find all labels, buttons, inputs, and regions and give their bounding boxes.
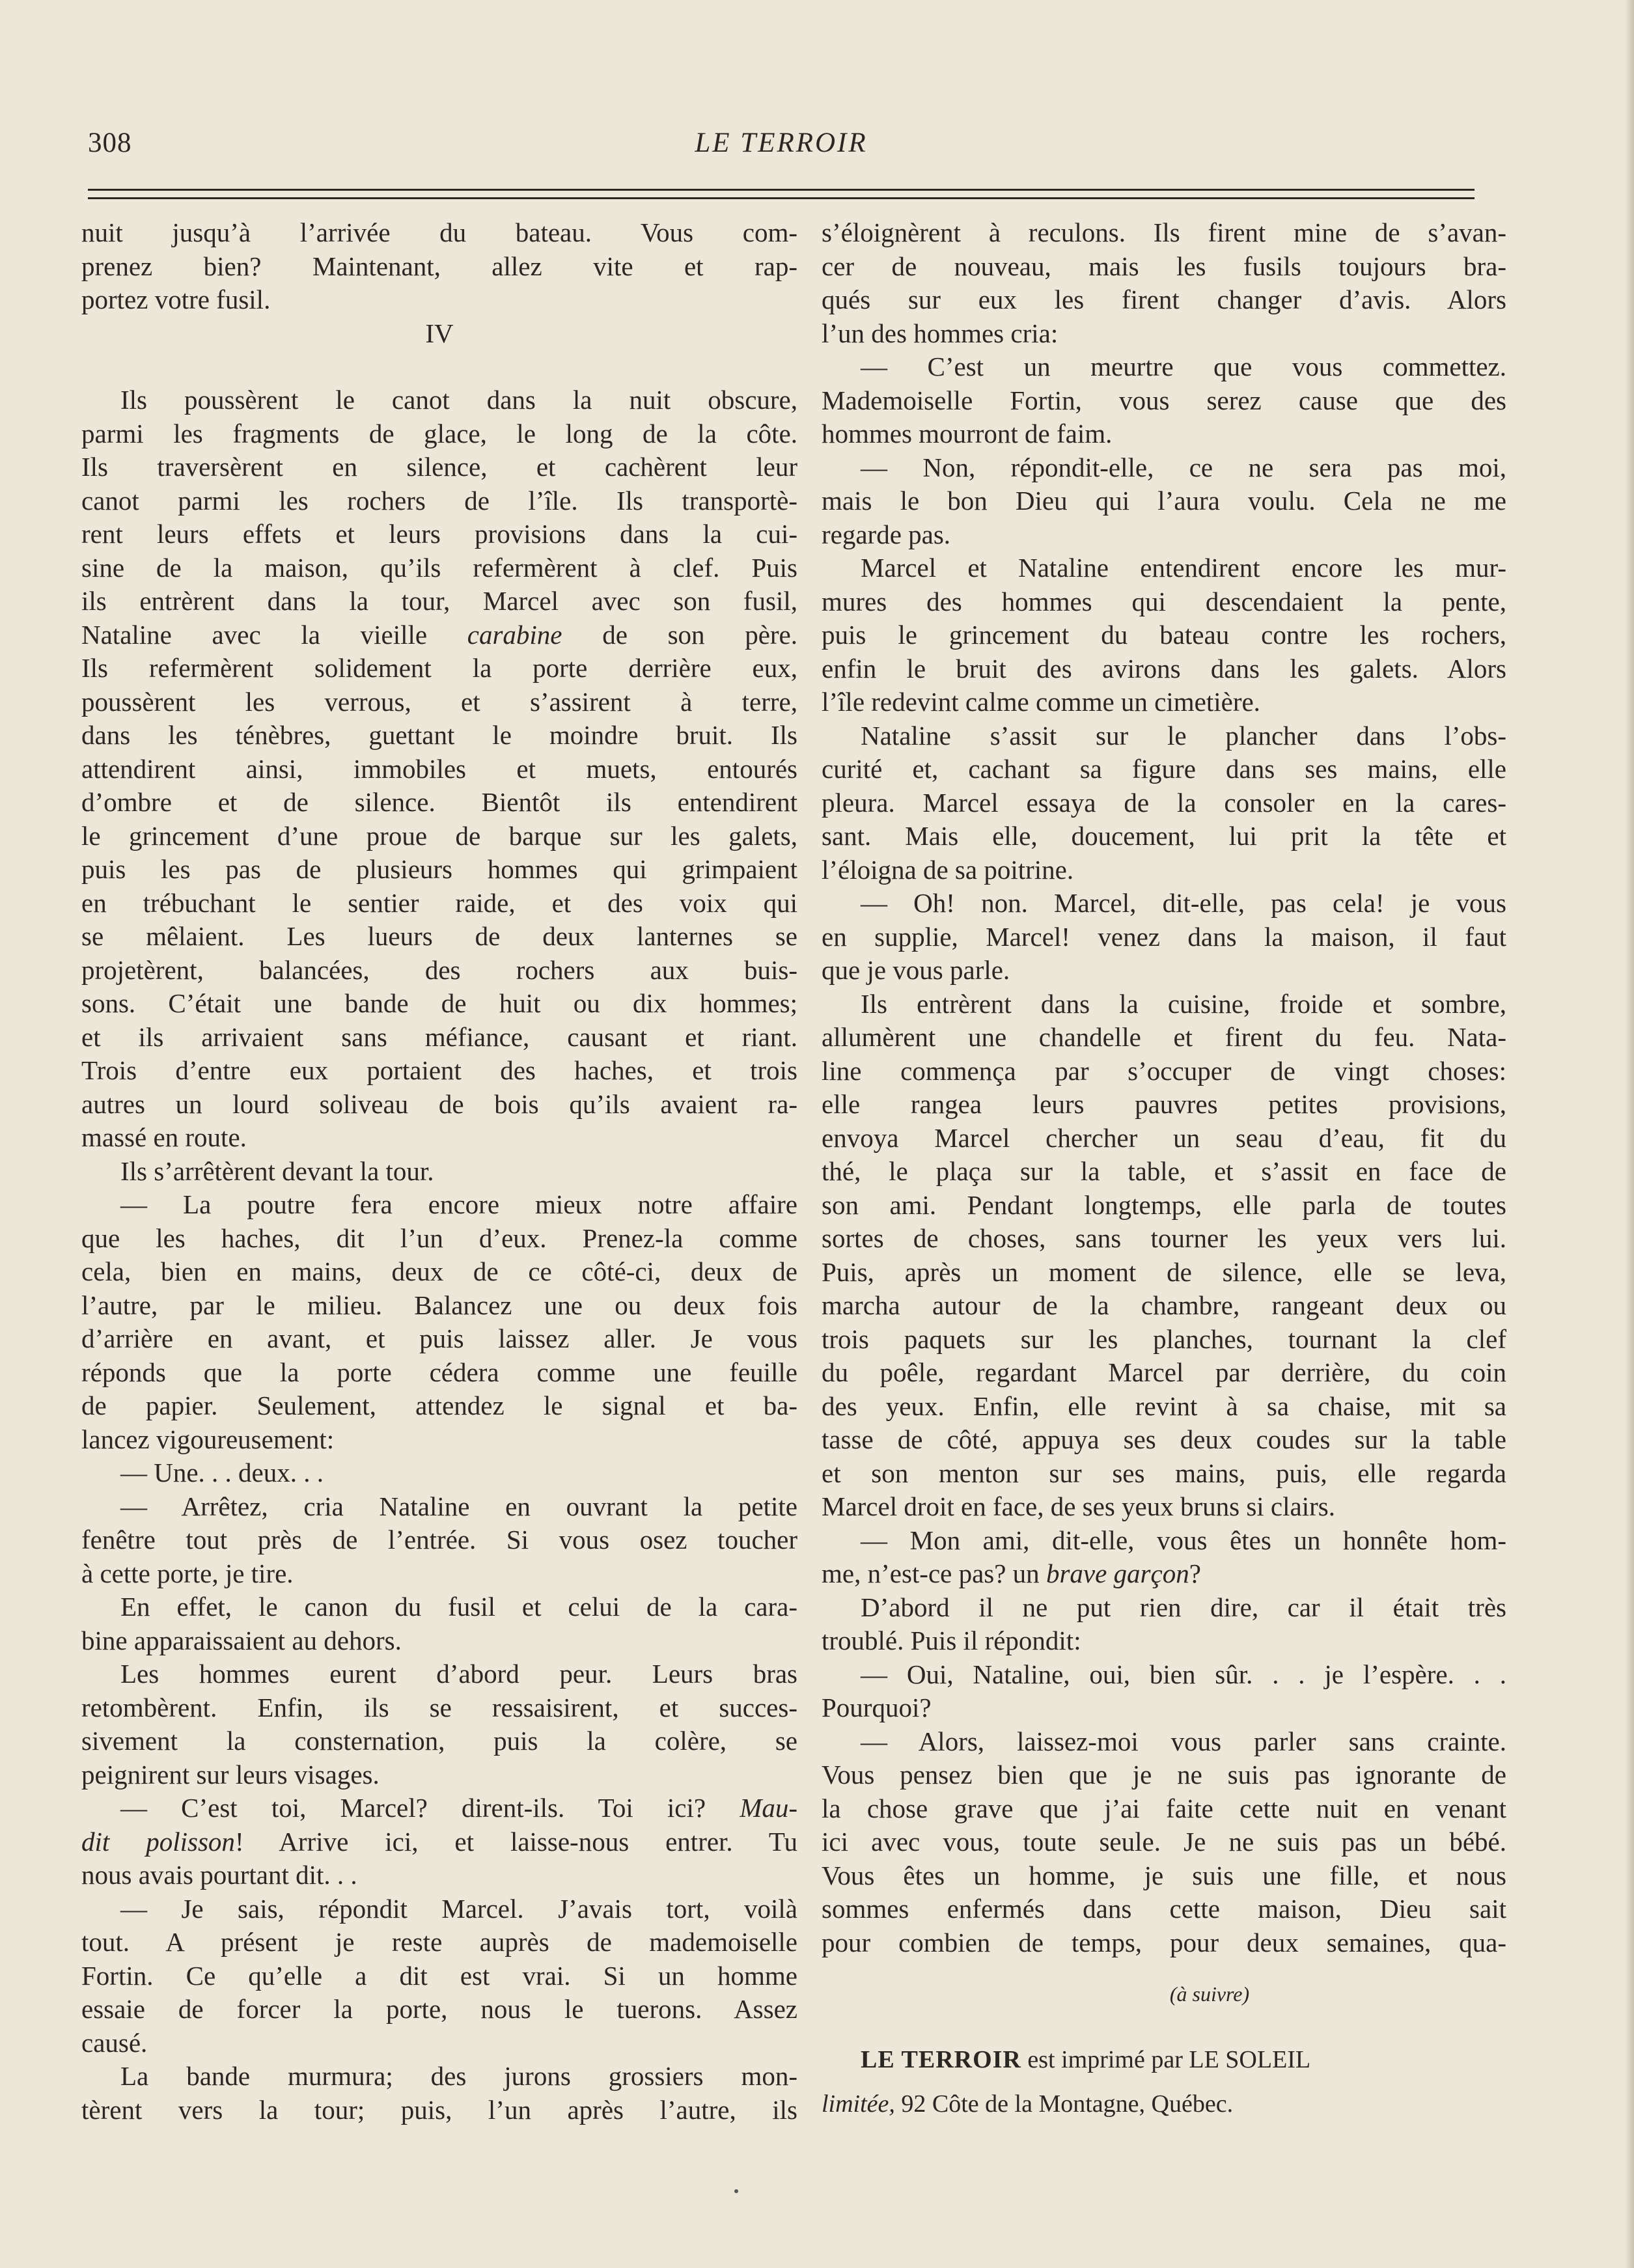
text-line: essaie de forcer la porte, nous le tuerons. Assez <box>81 1994 797 2024</box>
text-line: line commença par s’occuper de vingt choses: <box>822 1055 1506 1086</box>
text-line: — Une. . . deux. . . <box>120 1458 324 1487</box>
italic-word: Mau- <box>740 1793 798 1823</box>
text-line: de papier. Seulement, attendez le signal et ba- <box>81 1390 797 1420</box>
left-column <box>81 216 797 2127</box>
text-line <box>822 2082 1506 2126</box>
text-line: pleura. Marcel essaya de la consoler en la cares- <box>822 787 1506 818</box>
text-line: d’arrière en avant, et puis laissez aller. Je vous <box>81 1323 797 1353</box>
text-line: projetèrent, balancées, des rochers aux buis- <box>81 954 797 985</box>
text-line: causé. <box>81 2027 148 2058</box>
text-line: — Je sais, répondit Marcel. J’avais tort, voilà <box>120 1893 797 1924</box>
text-line: hommes mourront de faim. <box>822 419 1113 449</box>
italic-word: limitée, <box>822 2090 895 2118</box>
text-line: curité et, cachant sa figure dans ses mains, elle <box>822 754 1506 784</box>
text-line: La bande murmura; des jurons grossiers mon- <box>120 2061 797 2091</box>
text-line: Les hommes eurent d’abord peur. Leurs bras <box>120 1659 797 1689</box>
text-line: en supplie, Marcel! venez dans la maison, il faut <box>822 921 1506 952</box>
text-line: Mademoiselle Fortin, vous serez cause que des <box>822 385 1506 415</box>
text-line: portez votre fusil. <box>81 284 271 314</box>
text-line: sons. C’était une bande de huit ou dix hommes; <box>81 988 797 1018</box>
text-line: en trébuchant le sentier raide, et des voix qui <box>81 887 797 918</box>
text-line: sivement la consternation, puis la colère, se <box>81 1726 797 1756</box>
paragraph <box>81 1590 797 1657</box>
text-line: allumèrent une chandelle et firent du feu. Nata- <box>822 1022 1506 1052</box>
text-span: 92 Côte de la Montagne, Québec. <box>901 2090 1234 2118</box>
text-line: — Non, répondit-elle, ce ne sera pas moi, <box>861 452 1506 482</box>
text-span: est imprimé par LE SOLEIL <box>1027 2045 1311 2073</box>
text-line: que les haches, dit l’un d’eux. Prenez-la comme <box>81 1223 797 1253</box>
text-line: d’ombre et de silence. Bientôt ils entendirent <box>81 787 797 817</box>
text-line: le grincement d’une proue de barque sur les galets, <box>81 820 797 851</box>
text-line: et son menton sur ses mains, puis, elle regarda <box>822 1458 1506 1488</box>
italic-word: brave garçon <box>1045 1558 1189 1588</box>
text-line <box>822 2038 1506 2082</box>
text-line <box>81 1791 797 1825</box>
text-line: envoya Marcel chercher un seau d’eau, fit du <box>822 1122 1506 1153</box>
text-line: Pourquoi? <box>822 1693 932 1722</box>
text-line: attendirent ainsi, immobiles et muets, entourés <box>81 753 797 784</box>
text-line: tèrent vers la tour; puis, l’un après l’autre, ils <box>81 2094 797 2125</box>
text-line: s’éloignèrent à reculons. Ils firent mine de s’avan- <box>822 217 1506 247</box>
text-line <box>81 618 797 652</box>
paragraph <box>81 383 797 1155</box>
text-line: Nataline s’assit sur le plancher dans l’obs- <box>861 720 1506 751</box>
text-line: Marcel et Nataline entendirent encore les mur- <box>861 553 1506 583</box>
text-line: ici avec vous, toute seule. Je ne suis pas un bébé. <box>822 1827 1506 1857</box>
text-line: que je vous parle. <box>822 955 1010 985</box>
text-line: sant. Mais elle, doucement, lui prit la tête et <box>822 821 1506 851</box>
paragraph <box>822 719 1506 887</box>
text-line: Ils traversèrent en silence, et cachèrent leur <box>81 452 797 482</box>
paragraph <box>822 1591 1506 1658</box>
text-line: et ils arrivaient sans méfiance, causant et riant. <box>81 1021 797 1052</box>
text-span: Nataline avec la vieille <box>81 619 428 650</box>
text-line: elle rangea leurs pauvres petites provisions, <box>822 1089 1506 1119</box>
paragraph <box>81 1490 797 1591</box>
text-line: autres un lourd soliveau de bois qu’ils avaient ra- <box>81 1088 797 1119</box>
paragraph <box>81 1456 797 1490</box>
paragraph <box>822 1658 1506 1725</box>
text-line: enfin le bruit des avirons dans les galets. Alors <box>822 653 1506 684</box>
text-line: sine de la maison, qu’ils refermèrent à clef. Puis <box>81 552 797 583</box>
print-speck <box>734 2189 738 2193</box>
text-line: son ami. Pendant longtemps, elle parla de toutes <box>822 1189 1506 1220</box>
text-line: Fortin. Ce qu’elle a dit est vrai. Si un homme <box>81 1960 797 1991</box>
text-line: lancez vigoureusement: <box>81 1424 335 1454</box>
header-rule-top <box>88 189 1475 191</box>
text-line: retombèrent. Enfin, ils se ressaisirent, et succes- <box>81 1692 797 1722</box>
text-line: Ils refermèrent solidement la porte derrière eux, <box>81 653 797 683</box>
paragraph <box>81 1657 797 1791</box>
paragraph <box>822 451 1506 552</box>
text-line: l’éloigna de sa poitrine. <box>822 854 1074 885</box>
paragraph <box>81 2060 797 2127</box>
text-line: dans les ténèbres, guettant le moindre bruit. Ils <box>81 720 797 750</box>
text-line: Trois d’entre eux portaient des haches, et trois <box>81 1055 797 1085</box>
text-line: du poêle, regardant Marcel par derrière, du coin <box>822 1357 1506 1387</box>
paragraph <box>81 1188 797 1456</box>
text-line: Ils poussèrent le canot dans la nuit obscure, <box>120 385 797 415</box>
text-line: fenêtre tout près de l’entrée. Si vous osez toucher <box>81 1525 797 1555</box>
text-line: bine apparaissaient au dehors. <box>81 1625 402 1655</box>
text-line: marcha autour de la chambre, rangeant deux ou <box>822 1290 1506 1320</box>
text-line: — Oui, Nataline, oui, bien sûr. . . je l’espère. . . <box>861 1659 1506 1689</box>
text-line: prenez bien? Maintenant, allez vite et rap- <box>81 251 797 281</box>
header-rule-bottom <box>88 197 1475 199</box>
text-span: ? <box>1189 1558 1201 1588</box>
text-line: — La poutre fera encore mieux notre affaire <box>120 1189 797 1219</box>
text-line: mures des hommes qui descendaient la pente, <box>822 586 1506 616</box>
text-line: la chose grave que j’ai faite cette nuit en venant <box>822 1793 1506 1823</box>
text-line: ils entrèrent dans la tour, Marcel avec son fusil, <box>81 586 797 616</box>
text-line: cer de nouveau, mais les fusils toujours bra- <box>822 251 1506 281</box>
imprint-notice <box>822 2038 1506 2126</box>
text-line: peignirent sur leurs visages. <box>81 1759 380 1790</box>
text-line: l’un des hommes cria: <box>822 318 1059 348</box>
text-line: mais le bon Dieu qui l’aura voulu. Cela ne me <box>822 486 1506 516</box>
text-line: Ils entrèrent dans la cuisine, froide et sombre, <box>861 988 1506 1019</box>
text-line: Vous êtes un homme, je suis une fille, et nous <box>822 1860 1506 1890</box>
paragraph <box>822 350 1506 451</box>
to-be-continued: (à suivre) <box>1169 1982 1250 2006</box>
text-line: puis le grincement du bateau contre les rochers, <box>822 620 1506 650</box>
text-line: cela, bien en mains, deux de ce côté-ci, deux de <box>81 1256 797 1286</box>
text-line: rent leurs effets et leurs provisions dans la cui- <box>81 519 797 549</box>
text-line: se mêlaient. Les lueurs de deux lanternes se <box>81 921 797 951</box>
text-line: sommes enfermés dans cette maison, Dieu sait <box>822 1894 1506 1924</box>
text-line: tasse de côté, appuya ses deux coudes sur la table <box>822 1424 1506 1454</box>
text-line: des yeux. Enfin, elle revint à sa chaise, mit sa <box>822 1390 1506 1421</box>
right-column <box>822 216 1506 2126</box>
text-line: Ils s’arrêtèrent devant la tour. <box>120 1155 434 1186</box>
paragraph <box>81 1892 797 2060</box>
text-line: canot parmi les rochers de l’île. Ils transportè- <box>81 485 797 516</box>
text-line: — Oh! non. Marcel, dit-elle, pas cela! je vous <box>861 888 1506 918</box>
text-line: l’autre, par le milieu. Balancez une ou deux fois <box>81 1290 797 1320</box>
text-line: trois paquets sur les planches, tournant la clef <box>822 1323 1506 1354</box>
paragraph <box>822 988 1506 1524</box>
paragraph <box>822 1524 1506 1591</box>
text-line: parmi les fragments de glace, le long de la côte. <box>81 418 797 449</box>
text-line: à cette porte, je tire. <box>81 1558 294 1588</box>
paragraph <box>81 216 797 317</box>
text-line: puis les pas de plusieurs hommes qui grimpaient <box>81 854 797 884</box>
text-line: Vous pensez bien que je ne suis pas ignorante de <box>822 1760 1506 1790</box>
text-span: — C’est toi, Marcel? dirent-ils. Toi ici? <box>120 1793 706 1823</box>
text-line: En effet, le canon du fusil et celui de la cara- <box>120 1592 797 1622</box>
text-line <box>822 1557 1506 1591</box>
text-line: — Arrêtez, cria Nataline en ouvrant la petite <box>120 1491 797 1521</box>
text-line: thé, le plaça sur la table, et s’assit en face de <box>822 1156 1506 1186</box>
paragraph <box>822 887 1506 988</box>
italic-word: dit polisson <box>81 1826 235 1857</box>
text-line: Puis, après un moment de silence, elle se leva, <box>822 1256 1506 1287</box>
text-line: réponds que la porte cédera comme une feuille <box>81 1357 797 1387</box>
text-span: me, n’est-ce pas? un <box>822 1558 1040 1588</box>
text-span: de son père. <box>602 619 798 650</box>
page-edge-shadow <box>1625 0 1634 2268</box>
text-line <box>81 1825 797 1859</box>
text-line: l’île redevint calme comme un cimetière. <box>822 687 1260 717</box>
page-number: 308 <box>88 128 132 158</box>
text-line: pour combien de temps, pour deux semaines, qua- <box>822 1927 1506 1957</box>
section-heading: IV <box>425 318 454 348</box>
text-line: qués sur eux les firent changer d’avis. Alors <box>822 284 1506 314</box>
text-line: — Mon ami, dit-elle, vous êtes un honnête hom- <box>861 1525 1506 1555</box>
imprint-brand: LE TERROIR <box>861 2045 1021 2073</box>
paragraph <box>81 1791 797 1892</box>
text-line: nous avais pourtant dit. . . <box>81 1860 357 1890</box>
italic-word: carabine <box>467 619 562 650</box>
text-line: troublé. Puis il répondit: <box>822 1625 1081 1655</box>
page-header <box>88 127 1475 173</box>
paragraph <box>822 551 1506 719</box>
text-line: — Alors, laissez-moi vous parler sans crainte. <box>861 1726 1506 1756</box>
paragraph <box>81 1155 797 1189</box>
text-line: nuit jusqu’à l’arrivée du bateau. Vous com- <box>81 217 797 247</box>
text-line: poussèrent les verrous, et s’assirent à terre, <box>81 686 797 717</box>
text-line: sortes de choses, sans tourner les yeux vers lui. <box>822 1223 1506 1253</box>
text-line: Marcel droit en face, de ses yeux bruns si clairs. <box>822 1491 1335 1521</box>
paragraph <box>822 1725 1506 1960</box>
text-line: massé en route. <box>81 1122 247 1152</box>
text-span: ! Arrive ici, et laisse-nous entrer. Tu <box>234 1826 797 1857</box>
text-line: tout. A présent je reste auprès de mademoiselle <box>81 1927 797 1957</box>
text-line: regarde pas. <box>822 519 951 549</box>
text-line: — C’est un meurtre que vous commettez. <box>861 352 1506 381</box>
running-title: LE TERROIR <box>695 128 868 158</box>
paragraph <box>822 216 1506 350</box>
text-line: D’abord il ne put rien dire, car il était très <box>861 1592 1506 1622</box>
